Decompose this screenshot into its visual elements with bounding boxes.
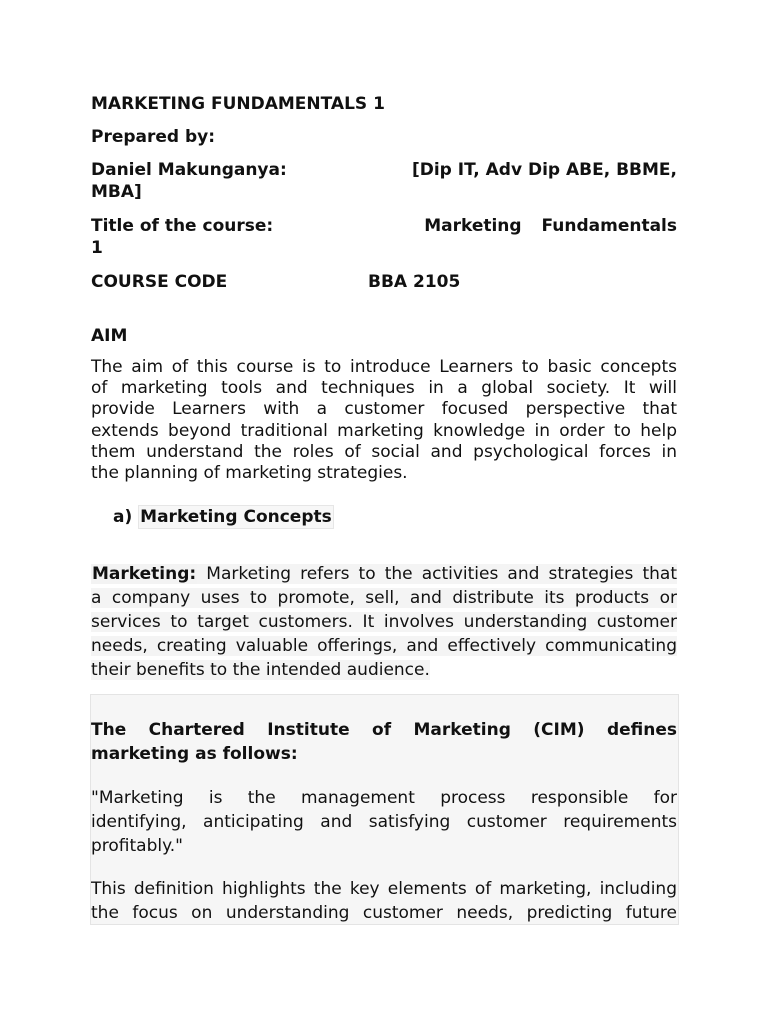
course-title-label: Title of the course:: [91, 216, 274, 236]
marketing-definition-paragraph: [91, 562, 677, 682]
course-code-value: BBA 2105: [368, 272, 461, 292]
marketing-text-line: a company uses to promote, sell, and distribute its products or: [91, 588, 677, 608]
cim-quote-line: profitably.": [91, 836, 183, 856]
course-code-row: [91, 271, 677, 293]
section-marker: a): [113, 507, 133, 527]
cim-quote: [91, 786, 677, 858]
course-code-label: COURSE CODE: [91, 272, 228, 292]
aim-line: them understand the roles of social and psychological forces in: [91, 441, 677, 462]
author-block: [91, 159, 677, 203]
marketing-lead-term: Marketing:: [92, 564, 197, 584]
section-title: Marketing Concepts: [140, 507, 332, 527]
cim-description-line: This definition highlights the key elements of marketing, including: [91, 879, 677, 899]
course-title-value-continued: 1: [91, 238, 103, 258]
aim-line: the planning of marketing strategies.: [91, 463, 408, 484]
aim-line: extends beyond traditional marketing knowledge in order to help: [91, 420, 677, 441]
aim-line: The aim of this course is to introduce Learners to basic concepts: [91, 357, 677, 377]
author-credentials: [Dip IT, Adv Dip ABE, BBME,: [411, 160, 677, 180]
aim-heading: AIM: [91, 326, 128, 346]
cim-description: [91, 877, 677, 923]
cim-quote-line: identifying, anticipating and satisfying customer requirements: [91, 812, 677, 832]
cim-heading-line: marketing as follows:: [91, 744, 298, 764]
prepared-by-label: Prepared by:: [91, 127, 216, 147]
marketing-text-line: Marketing refers to the activities and strategies that: [197, 564, 677, 584]
section-heading-marketing-concepts: [113, 505, 334, 529]
marketing-text-line: needs, creating valuable offerings, and effectively communicating: [91, 636, 677, 656]
course-title-block: [91, 215, 677, 259]
aim-line: of marketing tools and techniques in a global society. It will: [91, 378, 677, 399]
marketing-text-line: their benefits to the intended audience.: [91, 660, 430, 680]
author-credentials-continued: MBA]: [91, 182, 142, 202]
aim-line: provide Learners with a customer focused perspective that: [91, 399, 677, 420]
cim-heading-line: The Chartered Institute of Marketing (CIM) defines: [91, 720, 677, 740]
author-name: Daniel Makunganya:: [91, 160, 287, 180]
cim-heading: [91, 718, 677, 766]
aim-paragraph: [91, 357, 677, 484]
marketing-text-line: services to target customers. It involves understanding customer: [91, 612, 677, 632]
cim-quote-line: "Marketing is the management process responsible for: [91, 788, 677, 808]
course-title-value: Marketing Fundamentals: [424, 216, 677, 236]
document-title: MARKETING FUNDAMENTALS 1: [91, 94, 385, 114]
cim-description-line: the focus on understanding customer needs, predicting future: [91, 903, 677, 923]
